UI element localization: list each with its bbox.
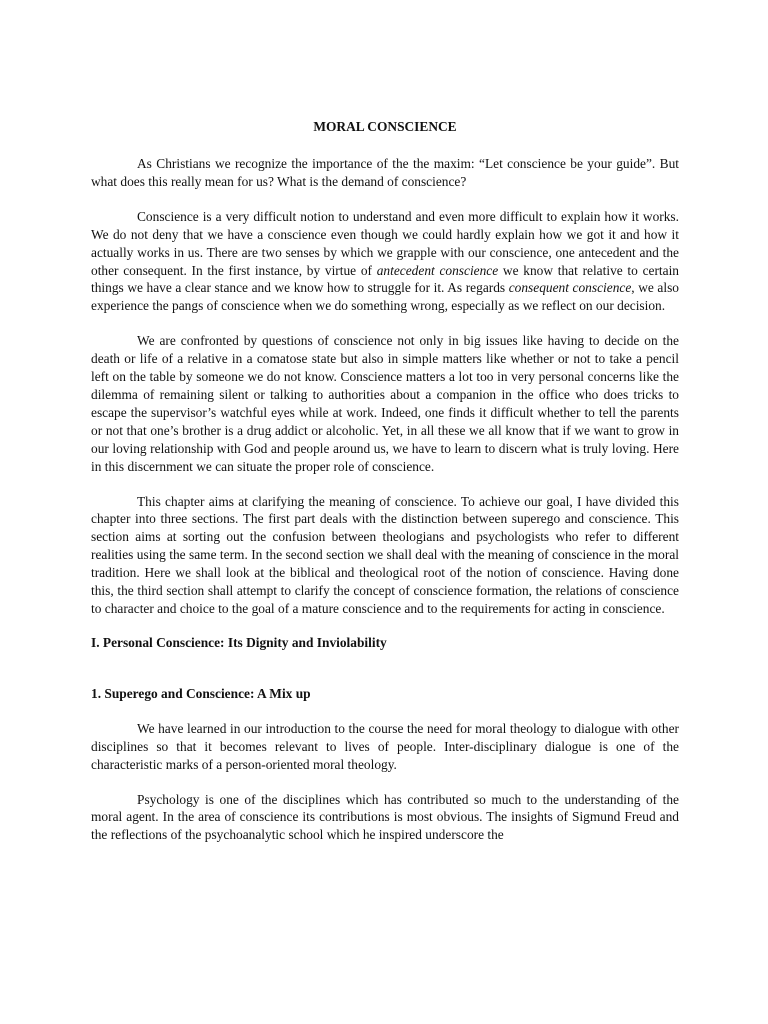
paragraph-dialogue: We have learned in our introduction to the course the need for moral theology to dialogue with other disciplines so that it becomes relevant to lives of people. Inter-disciplinary dialogue is one of the characteristic marks of a person-oriented moral theology. [91,720,679,772]
paragraph-chapter-aims: This chapter aims at clarifying the meaning of conscience. To achieve our goal, I have divided this chapter into three sections. The first part deals with the distinction between superego and conscience. This section aims at sorting out the confusion between theologians and psychologists who refer to different realities using the same term. In the second section we shall deal with the meaning of conscience in the moral tradition. Here we shall look at the biblical and theological root of the notion of conscience. Having done this, the third section shall attempt to clarify the concept of conscience formation, the relations of conscience to character and choice to the goal of a mature conscience and to the requirements for acting in conscience. [91,493,679,616]
document-title: MORAL CONSCIENCE [313,119,457,134]
paragraph-intro: As Christians we recognize the importance of the the maxim: “Let conscience be your guide”. But what does this really mean for us? What is the demand of conscience? [91,156,679,189]
italic-term-antecedent: antecedent conscience [376,262,499,278]
paragraph-text: , we also experience the pangs of conscience when we do something wrong, especially as we reflect on our decision. [91,280,679,314]
paragraph-text: we know that relative to certain things we have a clear stance and we know how to struggle for it. As regards [91,262,680,296]
paragraph-text: Conscience is a very difficult notion to understand and even more difficult to explain how it works. We do not deny that we have a conscience even though we could hardly explain how we got it and how it actually works in us. There are two senses by which we grapple with our conscience, one antecedent and the other consequent. In the first instance, by virtue of [91,208,679,278]
subsection-heading: 1. Superego and Conscience: A Mix up [91,685,311,701]
paragraph-questions: We are confronted by questions of conscience not only in big issues like having to decide on the death or life of a relative in a comatose state but also in simple matters like whether or not to take a pencil left on the table by someone we do not know. Conscience matters a lot too in very personal concerns like the dilemma of remaining silent or talking to authorities about a companion in the office who does tricks to escape the supervisor’s watchful eyes while at work. Indeed, one finds it difficult whether to tell the parents or not that one’s brother is a drug addict or alcoholic. Yet, in all these we all know that if we want to grow in our loving relationship with God and people around us, we have to learn to discern what is truly loving. Here in this discernment we can situate the proper role of conscience. [91,333,679,474]
italic-term-consequent: consequent conscience [508,280,632,296]
document-body [91,118,679,844]
paragraph-conscience-senses [91,208,679,315]
section-heading: I. Personal Conscience: Its Dignity and Inviolability [91,634,387,650]
paragraph-psychology: Psychology is one of the disciplines which has contributed so much to the understanding of the moral agent. In the area of conscience its contributions is most obvious. The insights of Sigmund Freud and the reflections of the psychoanalytic school which he inspired underscore the [91,791,679,843]
